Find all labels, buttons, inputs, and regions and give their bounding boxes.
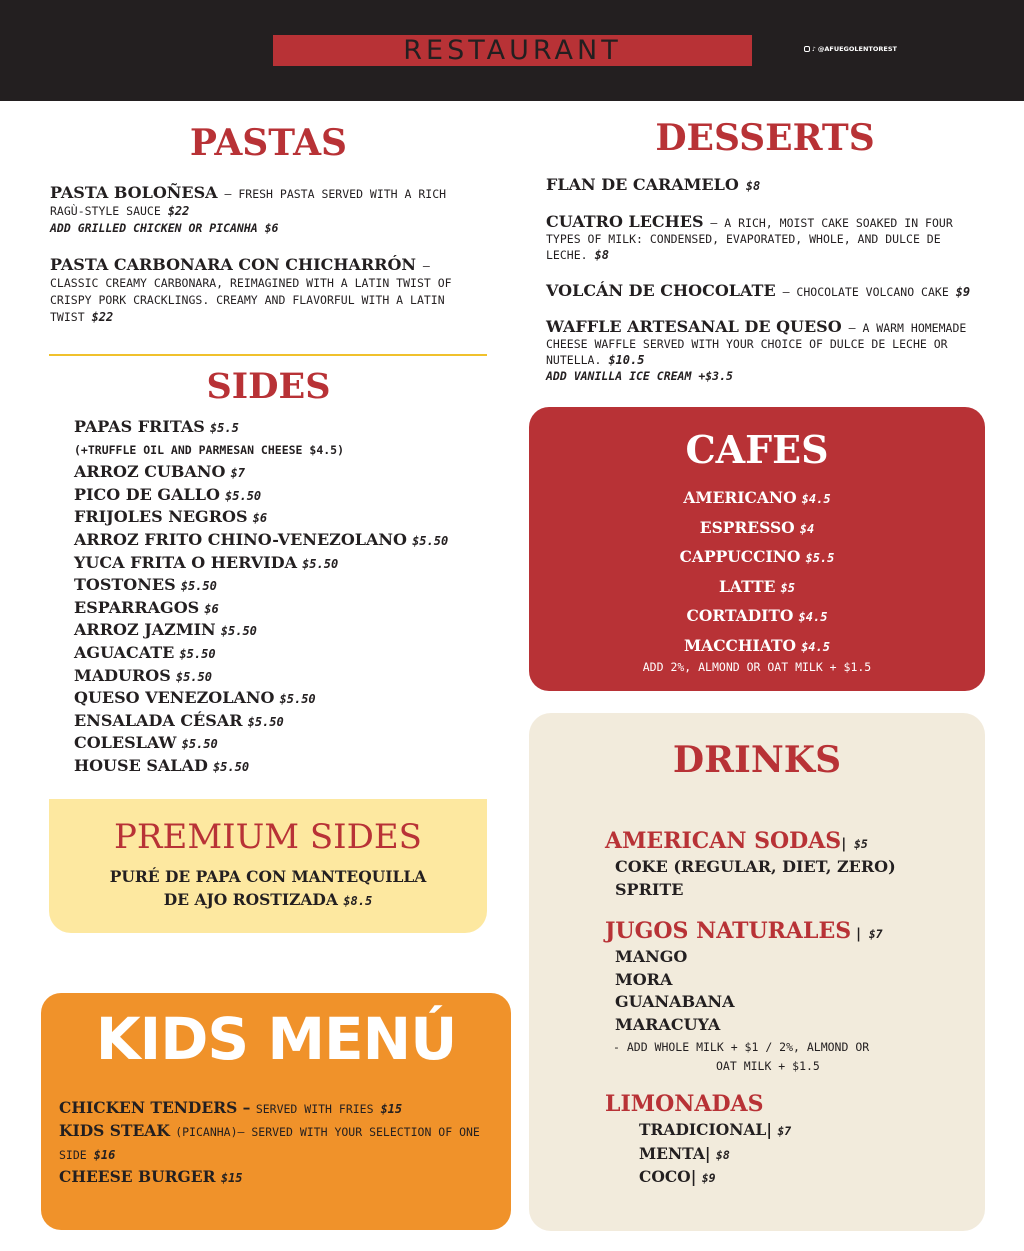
list-item (529, 631, 985, 661)
item-price: $22 (167, 204, 190, 218)
item-name: FRIJOLES NEGROS (74, 507, 248, 527)
item-separator: | (704, 1143, 711, 1163)
list-item (74, 574, 494, 597)
kids-menu-panel (41, 993, 511, 1230)
item-name-line2: DE AJO ROSTIZADA (163, 890, 338, 909)
list-item (74, 552, 494, 575)
item-name: ARROZ JAZMIN (74, 620, 216, 640)
tiktok-icon: ♪ (812, 45, 816, 53)
list-item (59, 1166, 499, 1189)
jugos-list (615, 946, 735, 1036)
item-price: $5.50 (302, 556, 339, 571)
item-name: CHICKEN TENDERS – (59, 1098, 256, 1117)
item-name: CORTADITO (686, 606, 794, 625)
item-separator: | (766, 1120, 772, 1139)
item-name: MENTA (639, 1143, 705, 1163)
list-item (74, 687, 494, 710)
item-name: ESPARRAGOS (74, 597, 200, 617)
item-price: $5.50 (247, 714, 284, 729)
section-divider (49, 354, 487, 356)
cafes-list (529, 483, 985, 674)
item-price: $5.50 (412, 533, 449, 548)
item-name: PICO DE GALLO (74, 484, 220, 504)
item-name: TRADICIONAL (639, 1120, 767, 1139)
item-name: YUCA FRITA O HERVIDA (74, 552, 297, 572)
item-price: $4 (799, 521, 815, 536)
item-note: (+TRUFFLE OIL AND PARMESAN CHEESE $4.5) (74, 442, 345, 457)
item-separator: | (690, 1167, 697, 1186)
list-item: MARACUYA (615, 1014, 721, 1034)
item-price: $5.5 (209, 421, 239, 435)
list-item: GUANABANA (615, 992, 735, 1011)
item-name: COLESLAW (74, 733, 177, 753)
list-item (74, 506, 494, 529)
item-addon: ADD GRILLED CHICKEN OR PICANHA $6 (50, 221, 279, 235)
list-item (529, 601, 985, 631)
list-item (529, 572, 985, 602)
list-item (74, 732, 494, 755)
item-description: – A WARM HOMEMADE CHEESE WAFFLE SERVED WITH YOUR CHOICE OF DULCE DE LECHE OR NUTELLA. (546, 321, 967, 367)
item-name: WAFFLE ARTESANAL DE QUESO (546, 317, 842, 336)
group-price: $5 (853, 837, 868, 851)
item-price: $4.5 (798, 610, 828, 624)
item-name: COCO (639, 1167, 691, 1186)
item-price: $5.5 (805, 551, 835, 565)
item-price: $8 (594, 248, 609, 262)
header-band (0, 0, 1024, 101)
item-price: $5.50 (180, 579, 217, 594)
item-name: CHEESE BURGER (59, 1167, 221, 1186)
item-price: $5.50 (179, 646, 216, 661)
group-name: AMERICAN SODAS (605, 828, 842, 854)
item-price: $7 (777, 1124, 792, 1138)
sides-list (74, 416, 494, 778)
menu-item-flan (546, 177, 986, 194)
kids-items (59, 1097, 499, 1189)
item-addon: ADD VANILLA ICE CREAM +$3.5 (546, 369, 733, 383)
list-item (74, 710, 494, 733)
menu-item-waffle (546, 319, 986, 384)
list-item (74, 597, 494, 620)
sodas-list (615, 856, 896, 901)
item-price: $5.50 (181, 737, 218, 752)
list-item (74, 642, 494, 665)
item-description: SERVED WITH FRIES (255, 1102, 381, 1116)
list-item (59, 1120, 499, 1166)
jugos-note (613, 1038, 953, 1076)
list-item: COKE (REGULAR, DIET, ZERO) (615, 857, 896, 876)
item-price: $6 (252, 511, 268, 526)
group-separator: | (851, 926, 862, 942)
group-separator: | (841, 836, 847, 852)
note-line2: OAT MILK + $1.5 (716, 1059, 820, 1073)
list-item: MORA (615, 969, 673, 989)
pastas-title: PASTAS (189, 122, 348, 164)
drinks-title: DRINKS (672, 739, 842, 781)
item-price: $4.5 (801, 639, 830, 654)
item-name: PASTA CARBONARA CON CHICHARRÓN (50, 255, 416, 274)
menu-item-pasta-bolonesa (50, 184, 480, 237)
limonadas-list (639, 1119, 791, 1190)
item-description (739, 179, 746, 193)
item-name: QUESO VENEZOLANO (74, 688, 275, 708)
list-item: MANGO (615, 947, 688, 966)
social-handle-text: @AFUEGOLENTOREST (817, 45, 897, 53)
item-price: $8.5 (343, 894, 373, 908)
note-line1: - ADD WHOLE MILK + $1 / 2%, ALMOND OR (613, 1040, 870, 1054)
item-name: ESPRESSO (699, 517, 795, 537)
item-price: $22 (91, 310, 114, 324)
group-name: JUGOS NATURALES (605, 918, 852, 944)
item-price: $5 (780, 580, 795, 595)
item-price: $16 (93, 1148, 116, 1162)
item-description: – FRESH PASTA SERVED WITH A RICH RAGÙ-STYLE SAUCE (50, 187, 447, 218)
list-item (639, 1119, 791, 1143)
item-description: – CLASSIC CREAMY CARBONARA, REIMAGINED WITH A LATIN TWIST OF CRISPY PORK CRACKLINGS. CREAMY AND FLAVORFUL WITH A LATIN TWIST (50, 259, 452, 324)
item-name: TOSTONES (74, 575, 176, 595)
cafes-panel (529, 407, 985, 691)
item-name: AGUACATE (74, 642, 175, 662)
item-price: $8 (715, 1147, 730, 1162)
item-price: $4.5 (801, 492, 831, 506)
list-item (639, 1143, 791, 1167)
item-description: – CHOCOLATE VOLCANO CAKE (775, 285, 956, 299)
item-name: PAPAS FRITAS (74, 417, 205, 436)
item-price: $5.50 (212, 759, 250, 774)
kids-menu-title: KIDS MENÚ (95, 1005, 457, 1073)
list-item (529, 483, 985, 513)
item-name: ARROZ FRITO CHINO-VENEZOLANO (74, 529, 407, 549)
sides-title: SIDES (206, 366, 331, 407)
premium-sides-title: PREMIUM SIDES (114, 817, 422, 857)
premium-sides-panel (49, 799, 487, 933)
list-item: SPRITE (615, 879, 684, 899)
item-name: HOUSE SALAD (74, 755, 208, 775)
list-item (74, 529, 494, 552)
item-price: $15 (220, 1171, 243, 1185)
item-name: VOLCÁN DE CHOCOLATE (546, 281, 776, 300)
item-price: $5.50 (175, 669, 212, 684)
list-item (59, 1097, 499, 1120)
instagram-icon (804, 46, 810, 52)
item-name: AMERICANO (683, 488, 797, 507)
list-item (74, 416, 494, 439)
list-item (74, 755, 494, 778)
jugos-heading (605, 918, 883, 944)
item-description: (PICANHA)– SERVED WITH YOUR SELECTION OF ONE SIDE (59, 1125, 480, 1162)
list-item (529, 513, 985, 543)
item-name: FLAN DE CARAMELO (546, 175, 739, 194)
sodas-heading (605, 828, 868, 854)
restaurant-title: RESTAURANT (273, 35, 752, 66)
list-item (639, 1166, 791, 1190)
social-handle[interactable] (804, 45, 897, 53)
item-price: $5.50 (220, 624, 257, 639)
drinks-panel (529, 713, 985, 1231)
cafes-title: CAFES (685, 427, 829, 472)
item-price: $5.50 (225, 488, 262, 503)
item-description: – A RICH, MOIST CAKE SOAKED IN FOUR TYPES OF MILK: CONDENSED, EVAPORATED, WHOLE, AND DULCE DE LECHE. (546, 216, 953, 262)
item-name: PASTA BOLOÑESA (50, 183, 218, 202)
item-name-line1: PURÉ DE PAPA CON MANTEQUILLA (109, 867, 427, 886)
limonadas-heading: LIMONADAS (605, 1091, 764, 1117)
item-price: $8 (745, 179, 761, 193)
list-item (74, 619, 494, 642)
item-price: $15 (380, 1102, 403, 1116)
menu-item-pasta-carbonara (50, 256, 480, 326)
item-price: $7 (230, 466, 245, 481)
desserts-title: DESSERTS (655, 117, 875, 159)
item-price: $9 (701, 1171, 716, 1185)
premium-side-item (49, 865, 487, 913)
item-name: MADUROS (74, 665, 171, 685)
item-name: CAPPUCCINO (679, 547, 801, 566)
menu-item-volcan (546, 283, 986, 300)
item-name: LATTE (719, 576, 776, 596)
cafes-note: ADD 2%, ALMOND OR OAT MILK + $1.5 (642, 660, 872, 674)
item-price: $10.5 (608, 353, 645, 367)
item-name: ENSALADA CÉSAR (74, 710, 243, 730)
item-name: CUATRO LECHES (546, 212, 704, 231)
list-item (74, 484, 494, 507)
item-name: MACCHIATO (684, 635, 796, 655)
item-price: $6 (204, 601, 219, 616)
item-name: ARROZ CUBANO (74, 462, 226, 482)
list-item (74, 665, 494, 688)
list-item (74, 461, 494, 484)
item-name: KIDS STEAK (59, 1121, 176, 1140)
item-price: $9 (955, 285, 971, 299)
list-item (529, 542, 985, 572)
group-price: $7 (868, 927, 883, 941)
menu-item-cuatro-leches (546, 214, 986, 263)
item-price: $5.50 (279, 692, 316, 707)
